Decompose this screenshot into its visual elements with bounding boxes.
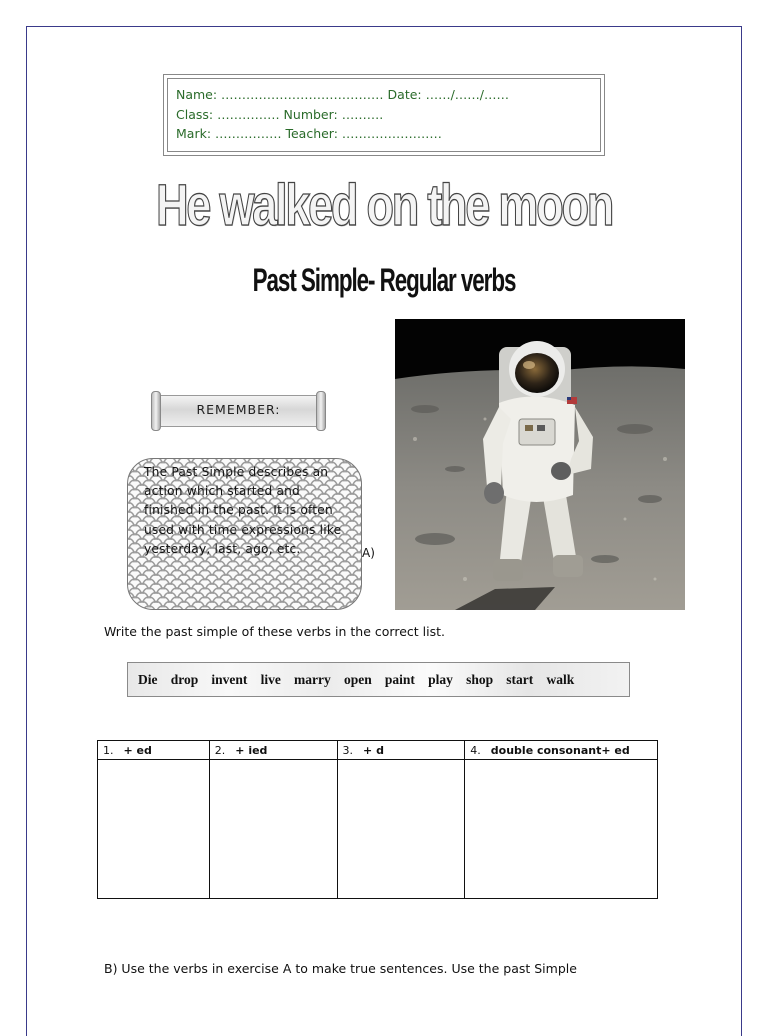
verb-item: invent	[211, 671, 248, 687]
column-header-ed	[98, 741, 210, 760]
column-label: double consonant+ ed	[490, 743, 630, 757]
verb-item: start	[506, 671, 534, 687]
table-header-row	[98, 741, 658, 760]
past-simple-rule-text: The Past Simple describes an action which started and finished in the past. It is often used with time expressions like yesterday, last, ago, etc.	[144, 465, 342, 556]
verb-item: walk	[546, 671, 575, 687]
worksheet-subtitle: Past Simple- Regular verbs	[252, 262, 516, 298]
verb-item: marry	[294, 671, 331, 687]
verb-item: open	[343, 671, 372, 687]
student-info-inner	[167, 78, 601, 152]
column-header-ied	[209, 741, 337, 760]
table-answer-row	[98, 760, 658, 899]
remember-label: REMEMBER:	[196, 402, 281, 417]
verb-item: shop	[466, 671, 494, 687]
verb-item: play	[428, 671, 453, 687]
answer-cell-d[interactable]	[337, 760, 465, 899]
verb-item: paint	[384, 671, 415, 687]
column-label: + ied	[235, 743, 268, 757]
answer-cell-double-consonant[interactable]	[465, 760, 658, 899]
answer-cell-ied[interactable]	[209, 760, 337, 899]
worksheet-title: He walked on the moon	[155, 173, 613, 238]
past-simple-rule-box	[127, 458, 362, 610]
verb-ending-table	[97, 740, 658, 899]
astronaut-image	[395, 319, 685, 610]
class-number-line: Class: …………… Number: ……….	[176, 106, 384, 122]
column-label: + d	[363, 743, 384, 757]
column-number: 1.	[103, 743, 114, 757]
name-date-line: Name: ………………………………… Date: ……/……/……	[176, 87, 510, 102]
astronaut-photo	[395, 319, 685, 610]
verb-item: drop	[170, 671, 199, 687]
verb-list-banner	[127, 662, 630, 697]
exercise-a-marker: A)	[362, 546, 375, 560]
verb-item: Die	[138, 671, 158, 687]
answer-cell-ed[interactable]	[98, 760, 210, 899]
column-label: + ed	[123, 743, 152, 757]
column-header-d	[337, 741, 465, 760]
exercise-b-instruction: B) Use the verbs in exercise A to make true sentences. Use the past Simple	[104, 961, 577, 976]
column-number: 3.	[342, 743, 354, 757]
mark-teacher-line: Mark: ……………. Teacher: ……………………	[176, 126, 442, 141]
column-number: 4.	[470, 743, 481, 757]
student-info-box	[163, 74, 605, 156]
column-header-double-consonant	[465, 741, 658, 760]
verb-item: live	[260, 671, 281, 687]
remember-scroll	[151, 391, 326, 431]
exercise-a-instruction: Write the past simple of these verbs in the correct list.	[104, 624, 445, 639]
column-number: 2.	[214, 743, 226, 757]
